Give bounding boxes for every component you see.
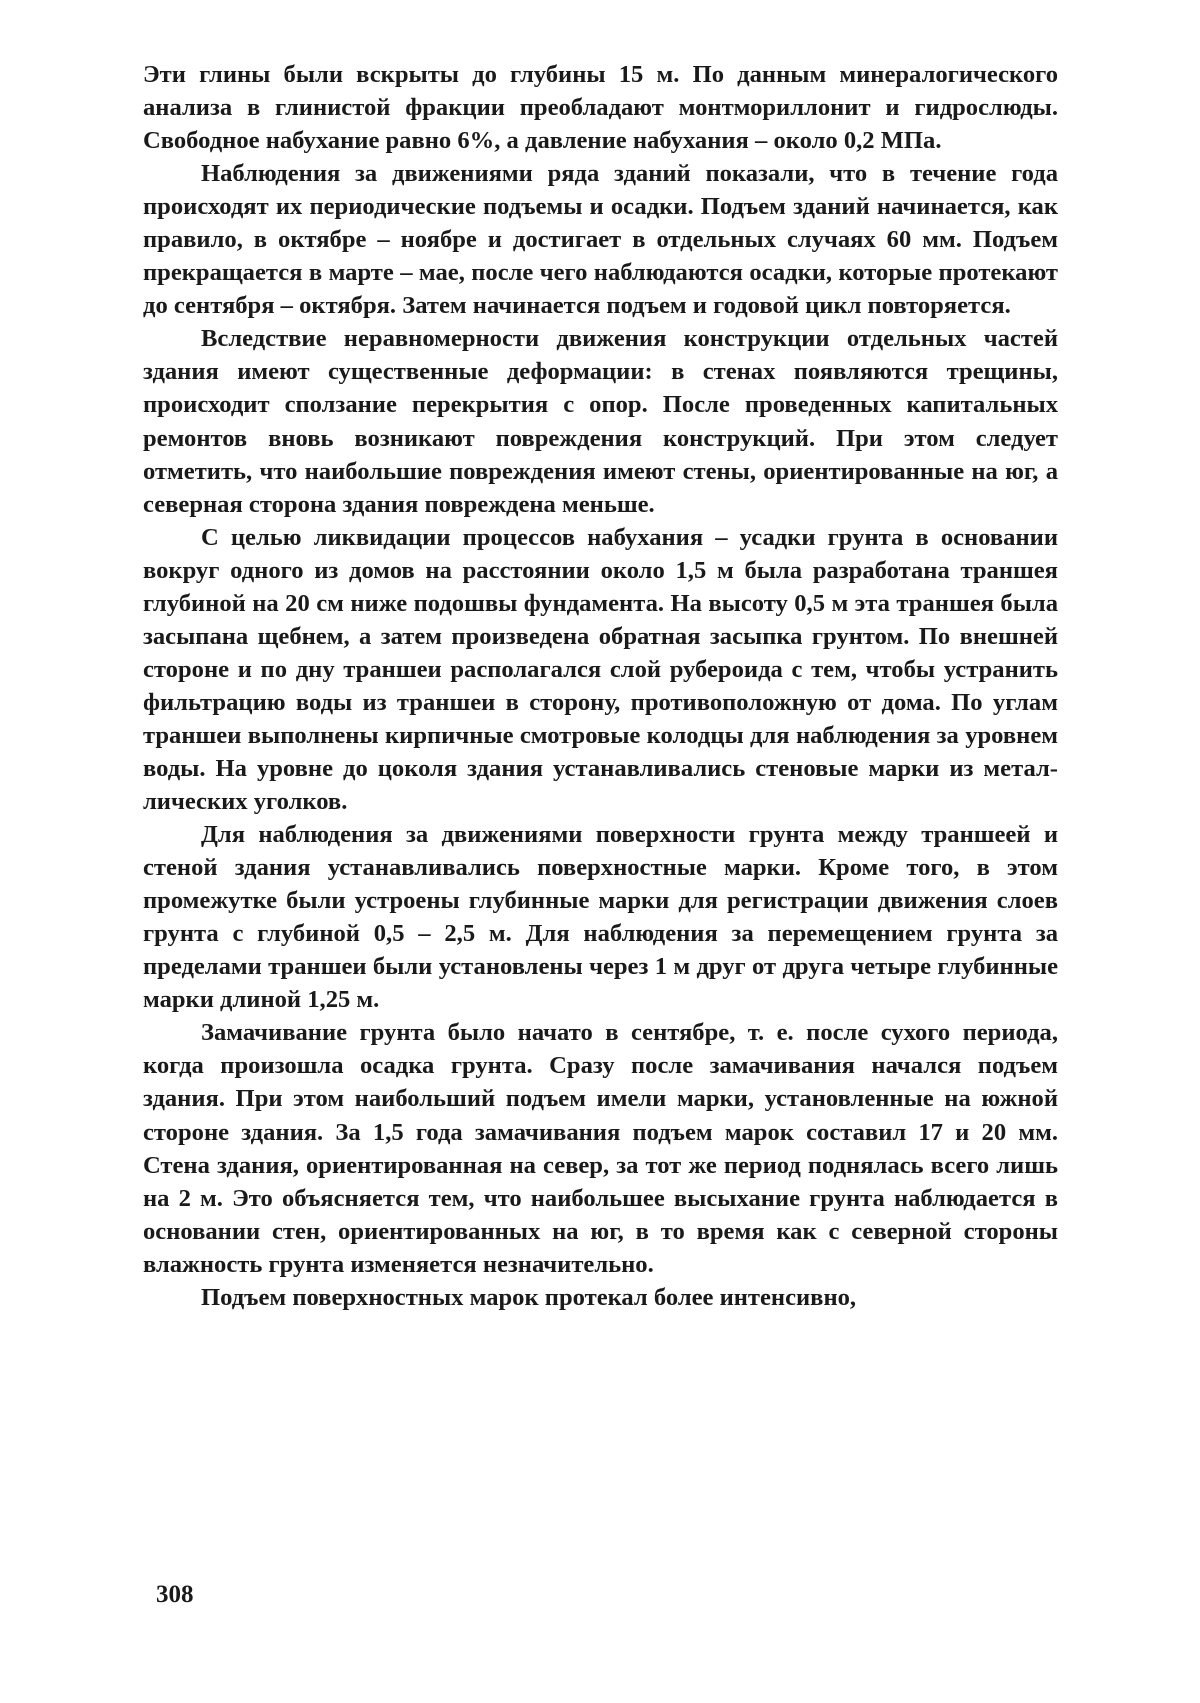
paragraph: Подъем поверхностных марок протекал более интенсивно,	[201, 1283, 857, 1311]
page-number: 308	[156, 1581, 194, 1608]
paragraph: Для наблюдения за движениями поверхности грунта между траншеей и стеной здания устанавливались поверхностные марки. Кроме того, в этом промежутке были устроены глубинные марки для регистрации движения слоев грунта с глубиной 0,5 – 2,5 м. Для наблюдения за перемещением грунта за пределами траншеи были установлены через 1 м друг от друга четыре глубинные марки длиной 1,25 м.	[143, 821, 1058, 1014]
paragraph: Эти глины были вскрыты до глубины 15 м. По данным минералогического анализа в глинистой фракции преобладают монтмориллонит и гидрослюды. Свободное набухание равно 6%, а давление набухания – около 0,2 МПа.	[143, 61, 1058, 155]
paragraph: С целью ликвидации процессов набухания – усадки грунта в основании вокруг одного из домов на расстоянии около 1,5 м была разработана траншея глубиной на 20 см ниже подошвы фундамента. На высоту 0,5 м эта траншея была засыпана щебнем, а затем произведена обратная засыпка грунтом. По внешней стороне и по дну траншеи располагался слой рубероида с тем, чтобы устранить фильтрацию воды из траншеи в сторону, противоположную от дома. По углам траншеи выполнены кирпичные смотровые колодцы для наблюдения за уровнем воды. На уровне до цоколя здания устанавливались стеновые марки из металлических уголков.	[143, 523, 1058, 816]
paragraph: Наблюдения за движениями ряда зданий показали, что в течение года происходят их периодические подъемы и осадки. Подъем зданий начинается, как правило, в октябре – ноябре и достигает в отдельных случаях 60 мм. Подъем прекращается в марте – мае, после чего наблюдаются осадки, которые протекают до сентября – октября. Затем начинается подъем и годовой цикл повторяется.	[143, 160, 1058, 320]
paragraph: Вследствие неравномерности движения конструкции отдельных частей здания имеют существенные деформации: в стенах появляются трещины, происходит сползание перекрытия с опор. После проведенных капитальных ремонтов вновь возникают повреждения конструкций. При этом следует отметить, что наибольшие повреждения имеют стены, ориентированные на юг, а северная сторона здания повреждена меньше.	[143, 325, 1058, 518]
paragraph: Замачивание грунта было начато в сентябре, т. е. после сухого периода, когда произошла осадка грунта. Сразу после замачивания начался подъем здания. При этом наибольший подъем имели марки, установленные на южной стороне здания. За 1,5 года замачивания подъем марок составил 17 и 20 мм. Стена здания, ориентированная на север, за тот же период поднялась всего лишь на 2 м. Это объясняется тем, что наибольшее высыхание грунта наблюдается в основании стен, ориентированных на юг, в то время как с северной стороны влажность грунта изменяется незначительно.	[143, 1019, 1058, 1278]
body-text	[143, 58, 1058, 1314]
